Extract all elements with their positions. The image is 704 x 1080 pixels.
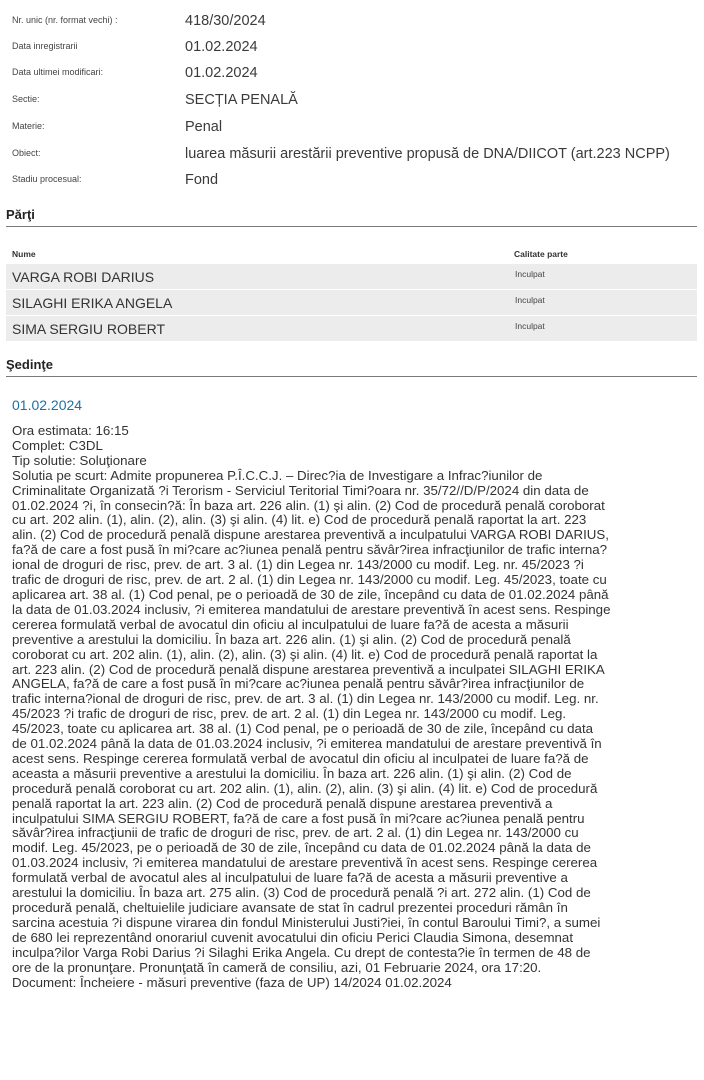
sedinta-text-line: modif. Leg. 45/2023, pe o perioadă de 30 de zile, începând cu data de 01.02.2024 până la data de	[12, 840, 591, 856]
sedinta-text-line: acest sens. Respinge cererea formulată verbal de avocatul din oficiu al inculpatei de luare fa?ă de	[12, 750, 589, 766]
sedinta-text-line: la data de 01.03.2024 inclusiv, ?i emiterea mandatului de arestare preventivă în acest sens. Respinge	[12, 601, 611, 617]
sedinta-text-line: Document: Încheiere - măsuri preventive (faza de UP) 14/2024 01.02.2024	[12, 974, 452, 990]
parte-calitate: Inculpat	[515, 321, 545, 331]
sedinta-text-line: coroborat cu art. 202 alin. (1), alin. (2), alin. (3) şi alin. (4) lit. e) Cod de procedură penală raportat la	[12, 646, 598, 662]
field-obiect	[0, 147, 704, 173]
sedinta-text-line: 01.03.2024 inclusiv, ?i emiterea mandatului de arestare preventivă în acest sens. Respinge cererea	[12, 855, 598, 871]
field-value: luarea măsurii arestării preventive propusă de DNA/DIICOT (art.223 NCPP)	[185, 146, 670, 162]
sedinta-text-line: fa?ă de care a fost pusă în mi?care ac?iunea penală pentru săvâr?irea infracţiunilor de trafic interna?	[12, 542, 608, 558]
parte-calitate: Inculpat	[515, 269, 545, 279]
sedinte-divider	[6, 376, 697, 377]
sedinta-text-line: sarcina acestuia ?i dispune virarea din fondul Ministerului Justi?iei, în contul Baroului Timi?, a sumei	[12, 914, 601, 930]
sedinta-text-line: procedură penală coroborat cu art. 202 alin. (1), alin. (2), alin. (3) şi alin. (4) lit. e) Cod de procedură	[12, 780, 598, 796]
field-value: SECȚIA PENALĂ	[185, 92, 298, 108]
parte-calitate: Inculpat	[515, 295, 545, 305]
parte-name: SIMA SERGIU ROBERT	[12, 321, 165, 337]
sedinta-text-line: arestului la domiciliu. În baza art. 275 alin. (3) Cod de procedură penală ?i art. 272 alin. (1) Cod de	[12, 885, 591, 901]
sedinta-text-line: cu art. 202 alin. (1), alin. (2), alin. (3) şi alin. (4) lit. e) Cod de procedură penală raportat la art. 223	[12, 512, 587, 528]
sedinta-text-line: săvâr?irea infracţiunii de trafic de droguri de risc, prev. de art. 2 al. (1) din Legea nr. 143/2000 cu	[12, 825, 579, 841]
sedinta-text-line: ional de droguri de risc, prev. de art. 3 al. (1) din Legea nr. 143/2000 cu modif. Leg. nr. 45/2023 ?i	[12, 557, 584, 573]
table-row	[6, 316, 697, 341]
sedinta-text-line: preventive a arestului la domiciliu. În baza art. 226 alin. (1) şi alin. (2) Cod de procedură penală	[12, 631, 571, 647]
sedinta-text-line: 45/2023, toate cu aplicarea art. 38 al. (1) Cod penal, pe o perioadă de 30 de zile, începând cu data	[12, 721, 594, 737]
table-row	[6, 264, 697, 289]
field-label: Materie:	[12, 121, 45, 131]
field-label: Obiect:	[12, 148, 41, 158]
column-header-nume: Nume	[12, 249, 36, 259]
sedinta-text-line: trafic de droguri de risc, prev. de art. 2 al. (1) din Legea nr. 143/2000 cu modif. Leg. 45/2023, toate cu	[12, 572, 607, 588]
field-materie	[0, 120, 704, 146]
sedinta-text-line: alin. (2) Cod de procedură penală dispune arestarea preventivă a inculpatului VARGA ROBI DARIUS,	[12, 527, 609, 543]
sedinta-text-line: Criminalitate Organizată ?i Terorism - Serviciul Teritorial Timi?oara nr. 35/72//D/P/2024 din data de	[12, 482, 589, 498]
table-row	[6, 290, 697, 315]
sedinta-date: 01.02.2024	[12, 397, 83, 413]
sedinta-text-line: 45/2023 ?i trafic de droguri de risc, prev. de art. 2 al. (1) din Legea nr. 143/2000 cu modif. Leg.	[12, 706, 567, 722]
field-label: Nr. unic (nr. format vechi) :	[12, 15, 118, 25]
sedinta-text-line: de 01.02.2024 până la data de 01.03.2024 inclusiv, ?i emiterea mandatului de arestare preventivă în	[12, 736, 602, 752]
parte-name: SILAGHI ERIKA ANGELA	[12, 295, 173, 311]
parte-name: VARGA ROBI DARIUS	[12, 269, 155, 285]
parti-divider	[6, 226, 697, 227]
sedinta-text-line: art. 223 alin. (2) Cod de procedură penală dispune arestarea preventivă a inculpatei SILAGHI ERIKA	[12, 661, 605, 677]
sedinta-text-line: Tip solutie: Soluţionare	[12, 452, 147, 468]
field-label: Data ultimei modificari:	[12, 67, 104, 77]
sedinta-text-line: aplicarea art. 38 al. (1) Cod penal, pe o perioadă de 30 de zile, începând cu data de 01.02.2024 până	[12, 586, 609, 602]
field-nr-unic	[0, 14, 704, 40]
sedinta-text-line: procedură penală, cheltuielile judiciare avansate de stat în cadrul prezentei proceduri rămân în	[12, 900, 568, 915]
sedinta-text-line: Ora estimata: 16:15	[12, 423, 129, 438]
sedinta-text-line: formulată verbal de avocatul ales al inculpatului de luare fa?ă de acesta a măsurii preventive a	[12, 870, 568, 886]
field-value: 418/30/2024	[185, 13, 266, 29]
field-label: Data inregistrarii	[12, 41, 78, 51]
field-label: Stadiu procesual:	[12, 174, 82, 184]
parti-heading: Părţi	[6, 207, 35, 222]
sedinta-text-line: Complet: C3DL	[12, 437, 103, 453]
field-value: Fond	[185, 172, 219, 188]
sedinta-text-line: de 680 lei reprezentând onorariul cuvenit avocatului din oficiu Perici Claudia Simona, desemnat	[12, 929, 574, 945]
field-data-ultimei-modificari	[0, 66, 704, 92]
column-header-calitate: Calitate parte	[514, 249, 568, 259]
field-stadiu-procesual	[0, 173, 704, 199]
sedinta-details	[12, 424, 700, 990]
sedinta-text-line: ore de la pronunţare. Pronunţată în cameră de consiliu, azi, 01 Februarie 2024, ora 17:20.	[12, 959, 542, 975]
sedinta-text-line: cererea formulată verbal de avocatul din oficiu al inculpatului de luare fa?ă de acesta a măsurii	[12, 616, 569, 632]
sedinta-text-line: penală raportat la art. 223 alin. (2) Cod de procedură penală dispune arestarea preventivă a	[12, 795, 553, 811]
field-data-inregistrarii	[0, 40, 704, 66]
sedinta-text-line: inculpa?ilor Varga Robi Darius ?i Silaghi Erika Angela. Cu drept de contesta?ie în termen de 48 de	[12, 944, 591, 960]
field-value: 01.02.2024	[185, 65, 258, 81]
field-value: 01.02.2024	[185, 39, 258, 55]
sedinta-text-line: aceasta a măsurii preventive a arestului la domiciliu. În baza art. 226 alin. (1) şi alin. (2) Cod de	[12, 765, 572, 781]
field-sectie	[0, 93, 704, 119]
parti-table-header	[0, 246, 704, 264]
sedinte-heading: Şedinţe	[6, 357, 53, 372]
sedinta-text-line: inculpatului SIMA SERGIU ROBERT, fa?ă de care a fost pusă în mi?care ac?iunea penală pentru	[12, 810, 585, 826]
field-value: Penal	[185, 119, 223, 135]
sedinta-text-line: trafic interna?ional de droguri de risc, prev. de art. 3 al. (1) din Legea nr. 143/2000 cu modif. Leg. nr.	[12, 691, 599, 707]
field-label: Sectie:	[12, 94, 40, 104]
sedinta-text-line: Solutia pe scurt: Admite propunerea P.Î.C.C.J. – Direc?ia de Investigare a Infrac?iunilor de	[12, 467, 543, 483]
sedinta-text-line: ANGELA, fa?ă de care a fost pusă în mi?care ac?iunea penală pentru săvâr?irea infracţiunilor de	[12, 676, 585, 692]
sedinta-text-line: 01.02.2024 ?i, în consecin?ă: În baza art. 226 alin. (1) şi alin. (2) Cod de procedură penală coroborat	[12, 497, 605, 513]
